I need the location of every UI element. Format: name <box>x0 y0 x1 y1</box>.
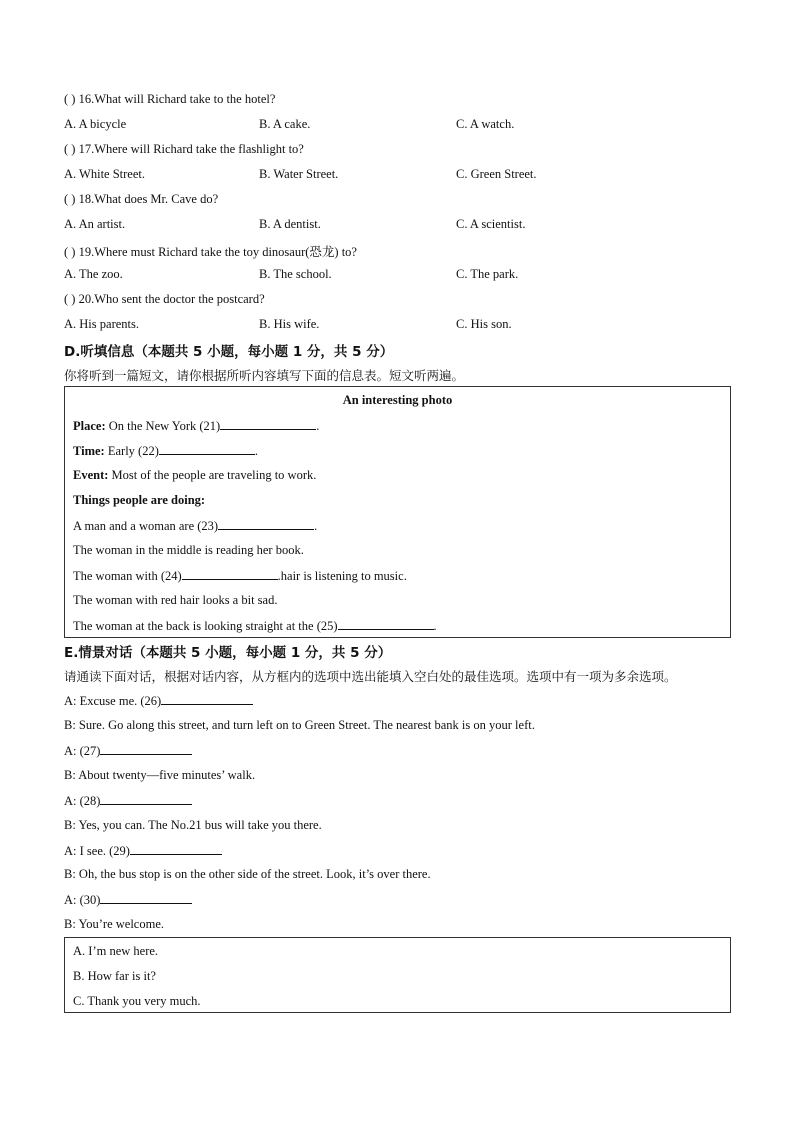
dialogue-text: A: Excuse me. (26) <box>64 694 162 708</box>
question-stem: ( ) 16.What will Richard take to the hotel? <box>64 92 276 106</box>
question-stem: ( ) 20.Who sent the doctor the postcard? <box>64 292 265 306</box>
dialogue-line: B: Oh, the bus stop is on the other side of the street. Look, it’s over there. <box>64 867 431 881</box>
option-b: B. His wife. <box>259 317 320 331</box>
section-e-instructions: 请通读下面对话，根据对话内容，从方框内的选项中选出能填入空白处的最佳选项。选项中有一项为多余选项。 <box>64 669 677 684</box>
option-b: B. A dentist. <box>259 217 321 231</box>
time-row <box>73 443 258 459</box>
question-stem: ( ) 18.What does Mr. Cave do? <box>64 192 219 206</box>
dialogue-line: B: About twenty—five minutes’ walk. <box>64 768 256 782</box>
info-table <box>64 386 731 638</box>
answer-blank-22[interactable] <box>159 443 255 455</box>
answer-blank-27[interactable] <box>100 743 192 755</box>
event-label: Event: <box>73 468 109 482</box>
option-a: A. A bicycle <box>64 117 127 131</box>
answer-blank-21[interactable] <box>220 418 316 430</box>
dialogue-line <box>64 843 222 859</box>
option-b: B. The school. <box>259 267 332 281</box>
section-d-title: D.听填信息（本题共 5 小题，每小题 1 分，共 5 分） <box>64 344 394 360</box>
option-a: A. An artist. <box>64 217 126 231</box>
line-23 <box>73 518 317 534</box>
answer-blank-29[interactable] <box>130 843 222 855</box>
question-stem: ( ) 17.Where will Richard take the flashlight to? <box>64 142 304 156</box>
option-c: C. A watch. <box>456 117 515 131</box>
options-box <box>64 937 731 1013</box>
dialogue-text: A: (30) <box>64 893 101 907</box>
option-c: C. A scientist. <box>456 217 526 231</box>
section-d-instructions: 你将听到一篇短文，请你根据所听内容填写下面的信息表。短文听两遍。 <box>64 368 465 383</box>
event-text: Most of the people are traveling to work. <box>108 468 317 482</box>
line-24 <box>73 568 407 584</box>
dialogue-line: B: Sure. Go along this street, and turn left on to Green Street. The nearest bank is on your left. <box>64 718 535 732</box>
things-label: Things people are doing: <box>73 493 206 507</box>
option-a: A. White Street. <box>64 167 145 181</box>
option-item: C. Thank you very much. <box>73 994 201 1008</box>
option-item: B. How far is it? <box>73 969 156 983</box>
question-stem: ( ) 19.Where must Richard take the toy dinosaur(恐龙) to? <box>64 245 357 259</box>
option-c: C. The park. <box>456 267 519 281</box>
period: . <box>316 419 320 433</box>
answer-blank-25[interactable] <box>338 618 434 630</box>
option-c: C. His son. <box>456 317 512 331</box>
answer-blank-26[interactable] <box>161 693 253 705</box>
line-25-text: The woman at the back is looking straight at the (25) <box>73 619 338 633</box>
dialogue-line <box>64 793 192 809</box>
event-row <box>73 468 316 483</box>
time-text: Early (22) <box>104 444 159 458</box>
dialogue-line: B: You’re welcome. <box>64 917 164 931</box>
line-red-hair: The woman with red hair looks a bit sad. <box>73 593 278 607</box>
line-middle: The woman in the middle is reading her book. <box>73 543 304 557</box>
answer-blank-24[interactable] <box>182 568 278 580</box>
period: . <box>254 444 258 458</box>
option-b: B. Water Street. <box>259 167 339 181</box>
period: . <box>314 519 318 533</box>
time-label: Time: <box>73 444 105 458</box>
line-25 <box>73 618 437 634</box>
answer-blank-23[interactable] <box>218 518 314 530</box>
dialogue-text: A: (28) <box>64 794 101 808</box>
place-row <box>73 418 319 434</box>
option-a: A. His parents. <box>64 317 139 331</box>
line-24-text-b: .hair is listening to music. <box>277 569 407 583</box>
option-a: A. The zoo. <box>64 267 123 281</box>
dialogue-line <box>64 743 192 759</box>
place-text: On the New York (21) <box>105 419 221 433</box>
option-c: C. Green Street. <box>456 167 537 181</box>
line-23-text: A man and a woman are (23) <box>73 519 219 533</box>
place-label: Place: <box>73 419 106 433</box>
period: . <box>433 619 437 633</box>
dialogue-text: A: (27) <box>64 744 101 758</box>
answer-blank-28[interactable] <box>100 793 192 805</box>
info-table-title: An interesting photo <box>342 393 453 407</box>
option-b: B. A cake. <box>259 117 311 131</box>
dialogue-text: A: I see. (29) <box>64 844 130 858</box>
option-item: A. I’m new here. <box>73 944 159 958</box>
section-e-title: E.情景对话（本题共 5 小题，每小题 1 分，共 5 分） <box>64 645 392 661</box>
line-24-text-a: The woman with (24) <box>73 569 182 583</box>
dialogue-line <box>64 892 192 908</box>
dialogue-line <box>64 693 253 709</box>
dialogue-line: B: Yes, you can. The No.21 bus will take you there. <box>64 818 322 832</box>
answer-blank-30[interactable] <box>100 892 192 904</box>
